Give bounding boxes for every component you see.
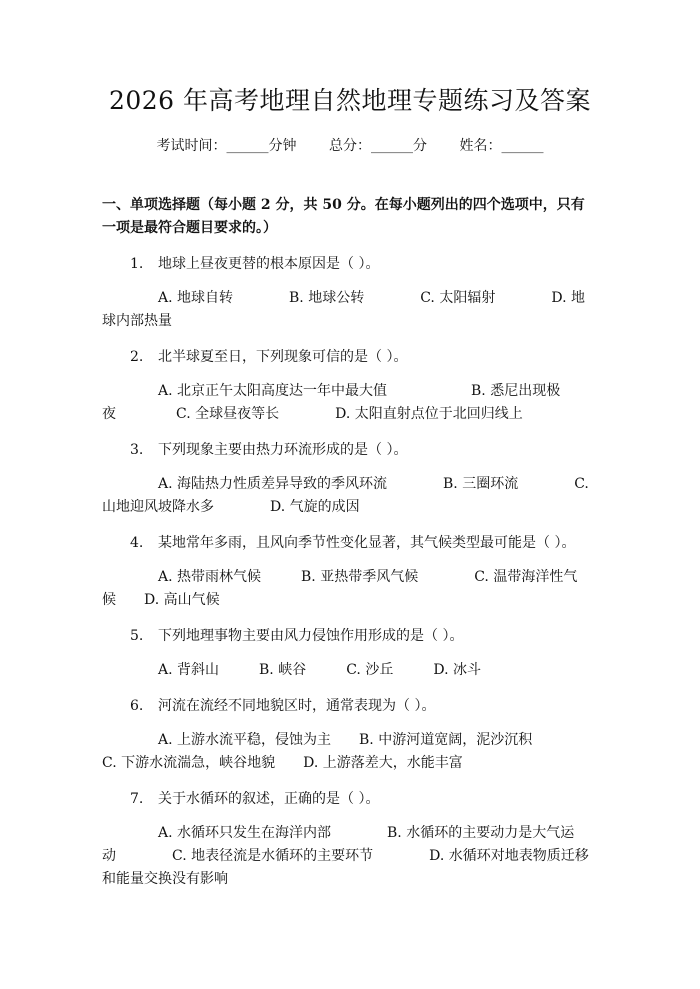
total-score-field: 总分：______分 (329, 138, 427, 154)
question-text: 河流在流经不同地貌区时，通常表现为（ ）。 (158, 698, 436, 714)
option-a: A. 北京正午太阳高度达一年中最大值 (158, 383, 388, 399)
options-block (102, 822, 598, 891)
option-d: D. 高山气候 (144, 592, 220, 608)
option-d: D. 冰斗 (433, 662, 481, 678)
exam-meta (102, 136, 598, 156)
question-number: 7. (130, 791, 144, 807)
question-number: 4. (130, 535, 144, 551)
question-number: 1. (130, 256, 144, 272)
option-b: B. 地球公转 (289, 290, 365, 306)
question-text: 下列现象主要由热力环流形成的是（ ）。 (158, 442, 408, 458)
option-b: B. 峡谷 (259, 662, 307, 678)
option-a: A. 背斜山 (158, 662, 220, 678)
question-stem (102, 346, 598, 368)
question-4 (102, 532, 598, 612)
option-d: D. 地球内部热量 (102, 290, 585, 329)
option-c: C. 太阳辐射 (420, 290, 496, 306)
option-d: D. 太阳直射点位于北回归线上 (335, 406, 523, 422)
option-a: A. 水循环只发生在海洋内部 (158, 825, 332, 841)
options-block (102, 659, 598, 682)
option-c: C. 地表径流是水循环的主要环节 (172, 848, 374, 864)
exam-time-field: 考试时间：______分钟 (156, 138, 297, 154)
option-b: B. 中游河道宽阔，泥沙沉积 (359, 732, 533, 748)
option-a: A. 地球自转 (158, 290, 234, 306)
question-text: 地球上昼夜更替的根本原因是（ ）。 (158, 256, 380, 272)
question-5 (102, 625, 598, 682)
option-a: A. 海陆热力性质差异导致的季风环流 (158, 476, 388, 492)
question-3 (102, 439, 598, 519)
option-c: C. 下游水流湍急，峡谷地貌 (102, 755, 276, 771)
question-number: 2. (130, 349, 144, 365)
options-block (102, 380, 598, 426)
option-c: C. 沙丘 (346, 662, 394, 678)
question-stem (102, 532, 598, 554)
question-stem (102, 625, 598, 647)
option-b: B. 水循环的主要动力是大气运动 (102, 825, 575, 864)
section-heading: 一、单项选择题（每小题 2 分，共 50 分。在每小题列出的四个选项中，只有一项是最符合题目要求的。） (102, 197, 585, 236)
student-name-field: 姓名：______ (459, 138, 544, 154)
option-b: B. 三圈环流 (443, 476, 519, 492)
question-stem (102, 439, 598, 461)
option-a: A. 上游水流平稳，侵蚀为主 (158, 732, 332, 748)
option-d: D. 水循环对地表物质迁移和能量交换没有影响 (102, 848, 589, 887)
question-stem (102, 788, 598, 810)
option-c: C. 山地迎风坡降水多 (102, 476, 589, 515)
exam-page (0, 84, 700, 989)
option-b: B. 亚热带季风气候 (301, 569, 419, 585)
option-d: D. 上游落差大，水能丰富 (303, 755, 463, 771)
question-stem (102, 253, 598, 275)
option-b: B. 悉尼出现极夜 (102, 383, 561, 422)
question-text: 某地常年多雨，且风向季节性变化显著，其气候类型最可能是（ ）。 (158, 535, 576, 551)
question-stem (102, 695, 598, 717)
options-block (102, 566, 598, 612)
question-number: 5. (130, 628, 144, 644)
option-c: C. 全球昼夜等长 (176, 406, 280, 422)
question-1 (102, 253, 598, 333)
options-block (102, 729, 598, 775)
option-a: A. 热带雨林气候 (158, 569, 262, 585)
question-number: 6. (130, 698, 144, 714)
question-text: 关于水循环的叙述，正确的是（ ）。 (158, 791, 380, 807)
question-number: 3. (130, 442, 144, 458)
option-d: D. 气旋的成因 (270, 499, 360, 515)
question-7 (102, 788, 598, 891)
question-2 (102, 346, 598, 426)
question-text: 下列地理事物主要由风力侵蚀作用形成的是（ ）。 (158, 628, 464, 644)
exam-title: 2026 年高考地理自然地理专题练习及答案 (108, 86, 592, 115)
option-c: C. 温带海洋性气候 (102, 569, 578, 608)
question-6 (102, 695, 598, 775)
options-block (102, 287, 598, 333)
question-text: 北半球夏至日，下列现象可信的是（ ）。 (158, 349, 408, 365)
options-block (102, 473, 598, 519)
